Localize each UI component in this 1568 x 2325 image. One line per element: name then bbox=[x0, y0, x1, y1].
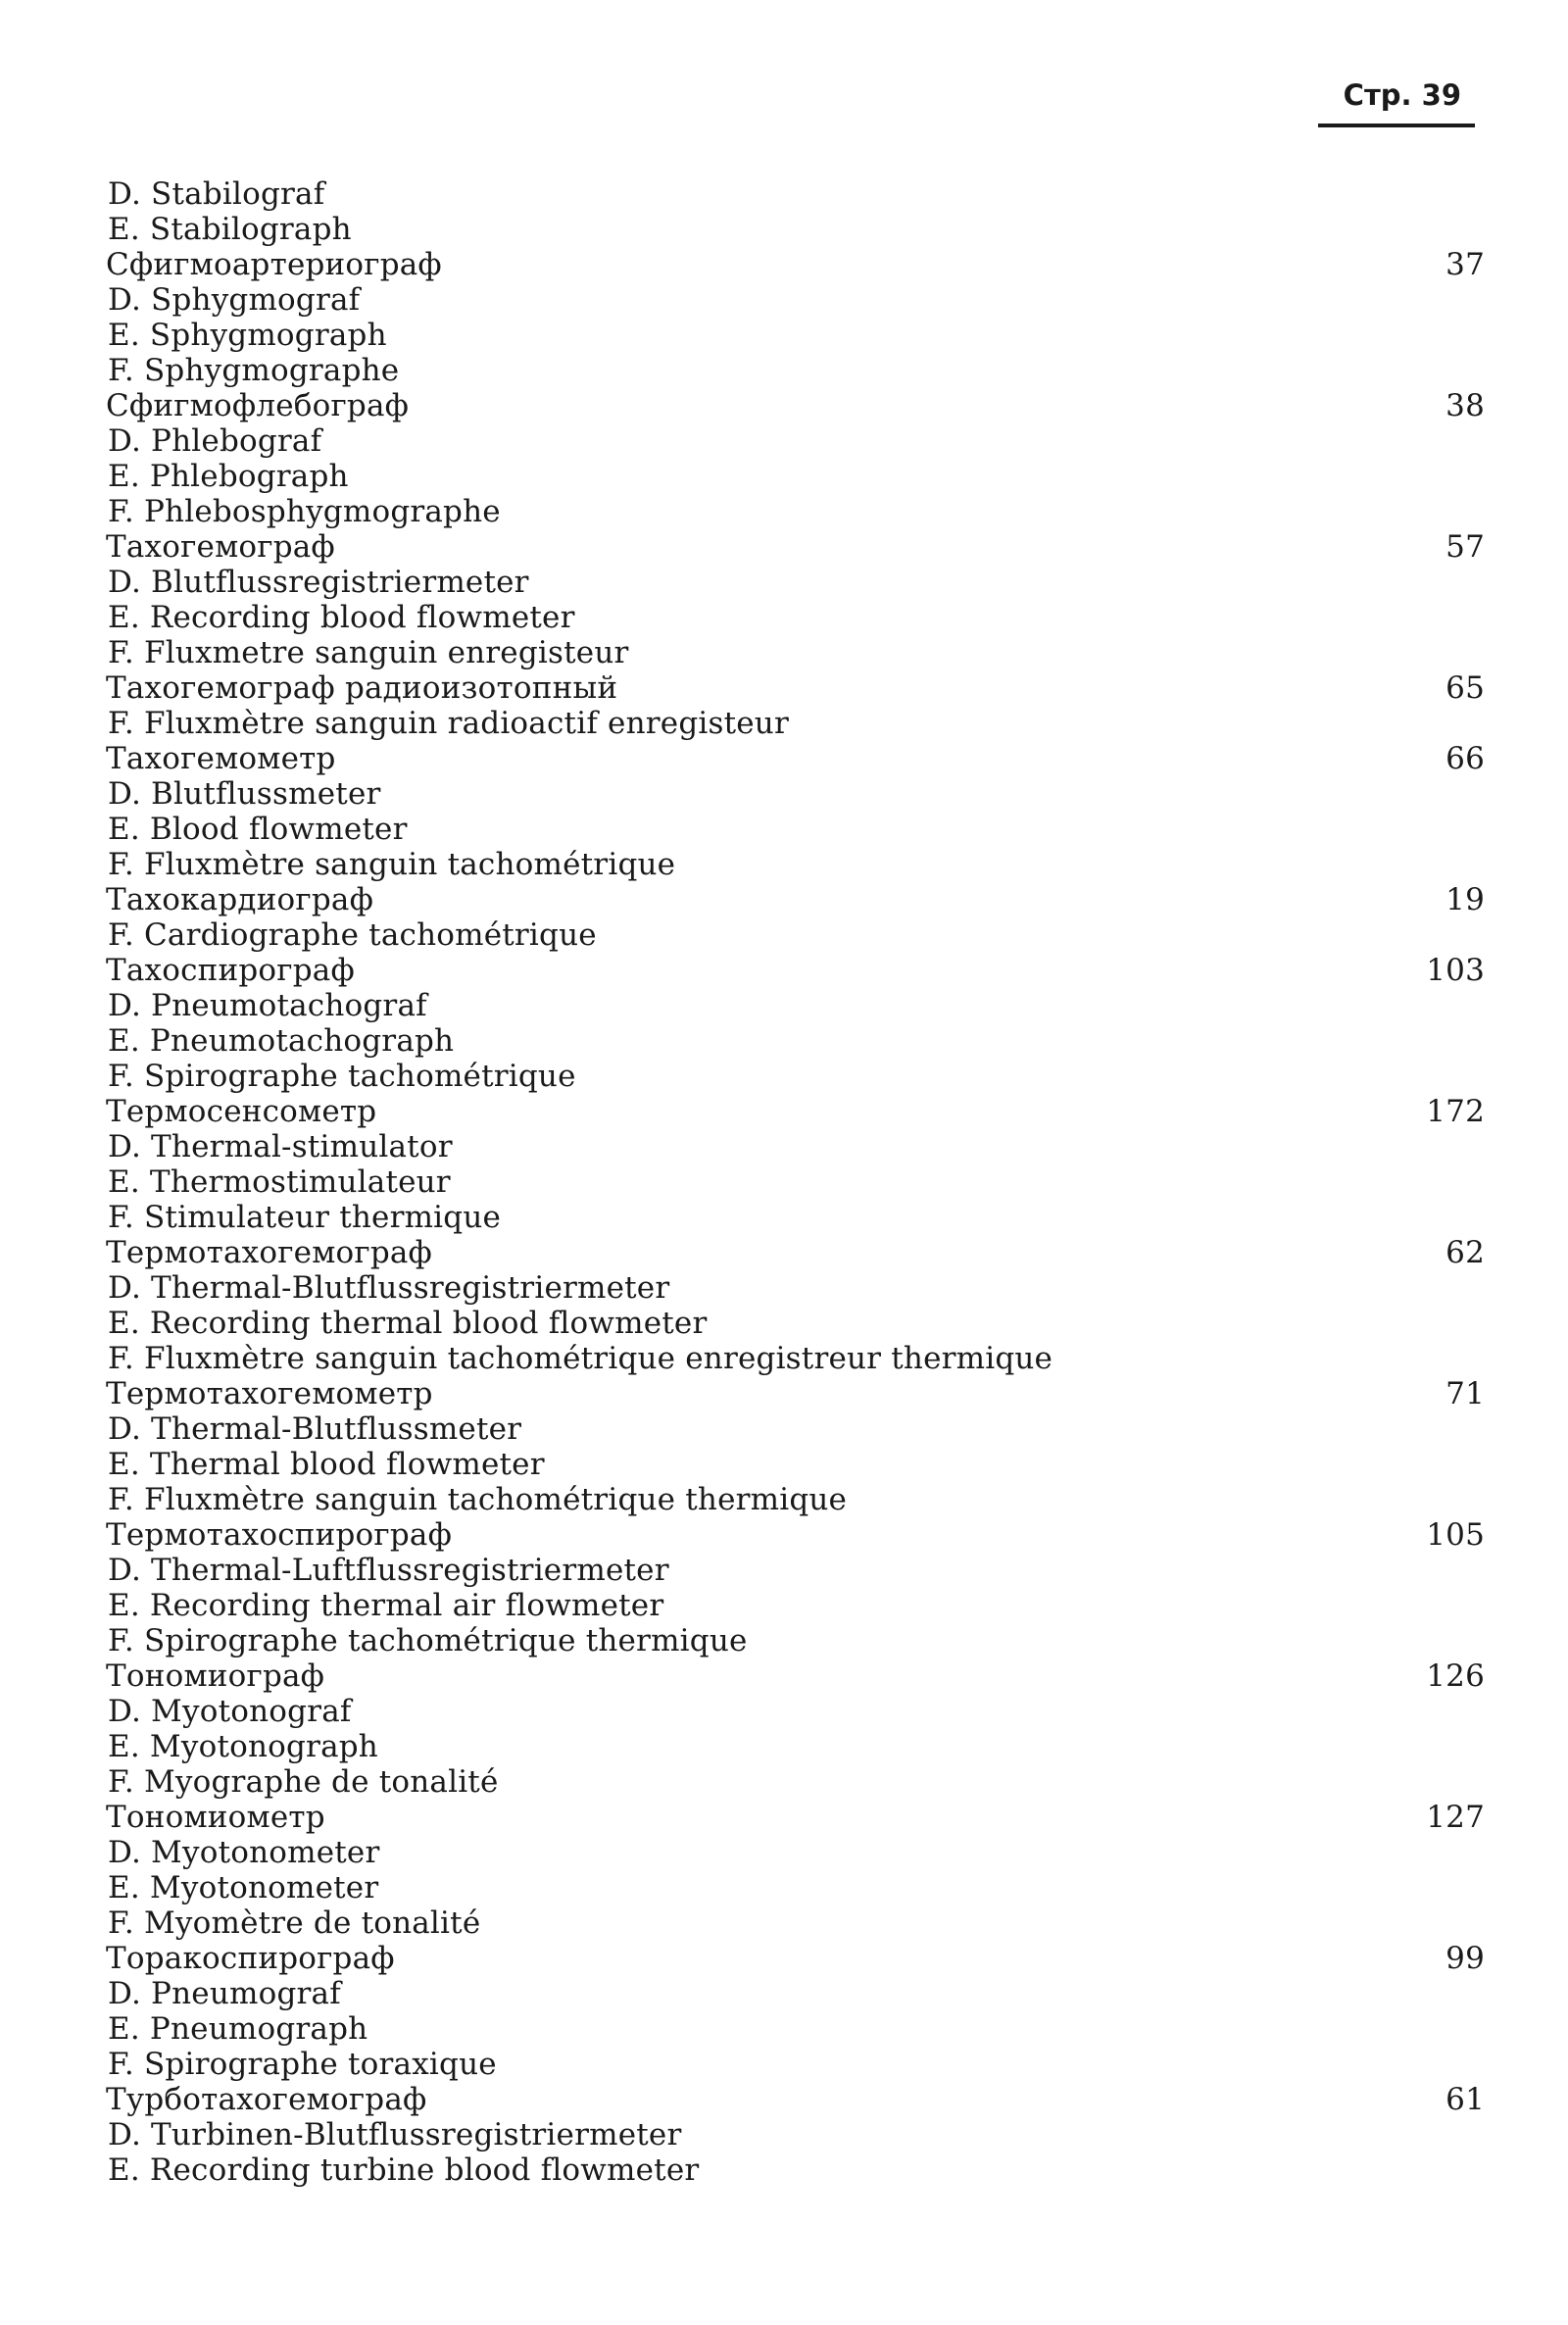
translation-line bbox=[108, 988, 1499, 1023]
translation-line bbox=[108, 1905, 1499, 1941]
translation-text: E. Thermostimulateur bbox=[108, 1164, 451, 1200]
index-entry-line bbox=[108, 2082, 1499, 2117]
page-number-label: Стр. 39 bbox=[1343, 78, 1461, 112]
translation-text: D. Stabilograf bbox=[108, 176, 325, 212]
translation-line bbox=[108, 2152, 1499, 2188]
translation-line bbox=[108, 1059, 1499, 1094]
translation-line bbox=[108, 1764, 1499, 1800]
translation-line bbox=[108, 1694, 1499, 1729]
index-entry-line bbox=[108, 529, 1499, 565]
translation-text: D. Blutflussmeter bbox=[108, 776, 381, 812]
entry-term: Термотахогемометр bbox=[106, 1376, 433, 1411]
entry-term: Тахогемограф радиоизотопный bbox=[106, 670, 618, 706]
index-entry-line bbox=[108, 670, 1499, 706]
translation-line bbox=[108, 1164, 1499, 1200]
translation-text: F. Spirographe toraxique bbox=[108, 2047, 497, 2082]
translation-line bbox=[108, 1023, 1499, 1059]
entry-term: Тахогемометр bbox=[106, 741, 336, 776]
translation-line bbox=[108, 353, 1499, 388]
translation-text: D. Thermal-Blutflussregistriermeter bbox=[108, 1270, 670, 1306]
translation-line bbox=[108, 812, 1499, 847]
translation-line bbox=[108, 2117, 1499, 2152]
translation-line bbox=[108, 1200, 1499, 1235]
translation-text: F. Spirographe tachométrique thermique bbox=[108, 1623, 748, 1658]
entry-term: Тахокардиограф bbox=[106, 882, 374, 917]
translation-line bbox=[108, 282, 1499, 318]
translation-text: E. Recording blood flowmeter bbox=[108, 600, 575, 635]
translation-text: F. Fluxmètre sanguin tachométrique thermique bbox=[108, 1482, 848, 1517]
translation-text: E. Sphygmograph bbox=[108, 318, 387, 353]
entry-term: Турботахогемограф bbox=[106, 2082, 427, 2117]
translation-text: D. Thermal-stimulator bbox=[108, 1129, 453, 1164]
entry-page-number: 57 bbox=[1446, 529, 1485, 565]
entry-term: Тахогемограф bbox=[106, 529, 335, 565]
translation-line bbox=[108, 1482, 1499, 1517]
translation-text: F. Myomètre de tonalité bbox=[108, 1905, 481, 1941]
entry-term: Термотахогемограф bbox=[106, 1235, 433, 1270]
translation-text: D. Thermal-Blutflussmeter bbox=[108, 1411, 522, 1447]
entry-term: Термосенсометр bbox=[106, 1094, 377, 1129]
translation-line bbox=[108, 565, 1499, 600]
translation-text: F. Cardiographe tachométrique bbox=[108, 917, 597, 953]
translation-text: E. Pneumotachograph bbox=[108, 1023, 455, 1059]
translation-text: F. Stimulateur thermique bbox=[108, 1200, 502, 1235]
translation-line bbox=[108, 1447, 1499, 1482]
translation-text: D. Pneumograf bbox=[108, 1976, 341, 2011]
entry-page-number: 61 bbox=[1446, 2082, 1485, 2117]
translation-text: E. Recording thermal blood flowmeter bbox=[108, 1306, 708, 1341]
translation-text: F. Phlebosphygmographe bbox=[108, 494, 501, 529]
translation-line bbox=[108, 1588, 1499, 1623]
entry-page-number: 62 bbox=[1446, 1235, 1485, 1270]
translation-line bbox=[108, 1411, 1499, 1447]
translation-line bbox=[108, 2047, 1499, 2082]
entry-term: Сфигмофлебограф bbox=[106, 388, 410, 423]
header-rule bbox=[1318, 124, 1475, 127]
index-entry-line bbox=[108, 247, 1499, 282]
index-entry-line bbox=[108, 1941, 1499, 1976]
entry-term: Тономиограф bbox=[106, 1658, 325, 1694]
translation-line bbox=[108, 1129, 1499, 1164]
entry-page-number: 71 bbox=[1446, 1376, 1485, 1411]
translation-line bbox=[108, 635, 1499, 670]
translation-line bbox=[108, 1341, 1499, 1376]
translation-text: E. Myotonograph bbox=[108, 1729, 378, 1764]
index-entry-line bbox=[108, 1658, 1499, 1694]
translation-line bbox=[108, 459, 1499, 494]
index-entry-line bbox=[108, 1517, 1499, 1553]
index-entry-line bbox=[108, 1376, 1499, 1411]
translation-text: D. Thermal-Luftflussregistriermeter bbox=[108, 1553, 669, 1588]
translation-line bbox=[108, 1729, 1499, 1764]
translation-text: D. Pneumotachograf bbox=[108, 988, 427, 1023]
entry-term: Термотахоспирограф bbox=[106, 1517, 453, 1553]
entry-page-number: 37 bbox=[1446, 247, 1485, 282]
entry-page-number: 105 bbox=[1426, 1517, 1485, 1553]
translation-text: F. Sphygmographe bbox=[108, 353, 400, 388]
entry-page-number: 38 bbox=[1446, 388, 1485, 423]
translation-line bbox=[108, 600, 1499, 635]
translation-text: D. Turbinen-Blutflussregistriermeter bbox=[108, 2117, 682, 2152]
translation-line bbox=[108, 1270, 1499, 1306]
translation-line bbox=[108, 1835, 1499, 1870]
translation-line bbox=[108, 1306, 1499, 1341]
entry-page-number: 66 bbox=[1446, 741, 1485, 776]
translation-text: D. Myotonometer bbox=[108, 1835, 380, 1870]
entry-term: Тахоспирограф bbox=[106, 953, 355, 988]
translation-text: E. Stabilograph bbox=[108, 212, 352, 247]
entry-page-number: 103 bbox=[1426, 953, 1485, 988]
translation-text: E. Recording thermal air flowmeter bbox=[108, 1588, 664, 1623]
translation-text: E. Pneumograph bbox=[108, 2011, 368, 2047]
translation-text: F. Fluxmetre sanguin enregisteur bbox=[108, 635, 629, 670]
page-header bbox=[1318, 69, 1475, 127]
translation-text: D. Blutflussregistriermeter bbox=[108, 565, 529, 600]
entry-page-number: 172 bbox=[1426, 1094, 1485, 1129]
translation-text: F. Myographe de tonalité bbox=[108, 1764, 499, 1800]
translation-text: D. Sphygmograf bbox=[108, 282, 361, 318]
translation-text: F. Spirographe tachométrique bbox=[108, 1059, 576, 1094]
entry-term: Тономиометр bbox=[106, 1800, 325, 1835]
index-entry-line bbox=[108, 388, 1499, 423]
translation-line bbox=[108, 318, 1499, 353]
translation-text: E. Blood flowmeter bbox=[108, 812, 408, 847]
index-entry-line bbox=[108, 882, 1499, 917]
entry-term: Сфигмоартериограф bbox=[106, 247, 442, 282]
translation-line bbox=[108, 2011, 1499, 2047]
translation-line bbox=[108, 917, 1499, 953]
translation-text: D. Myotonograf bbox=[108, 1694, 352, 1729]
translation-line bbox=[108, 1623, 1499, 1658]
translation-line bbox=[108, 423, 1499, 459]
translation-line bbox=[108, 847, 1499, 882]
translation-line bbox=[108, 776, 1499, 812]
entry-page-number: 127 bbox=[1426, 1800, 1485, 1835]
entry-page-number: 99 bbox=[1446, 1941, 1485, 1976]
translation-text: E. Phlebograph bbox=[108, 459, 349, 494]
entry-page-number: 126 bbox=[1426, 1658, 1485, 1694]
index-entry-line bbox=[108, 741, 1499, 776]
translation-text: E. Myotonometer bbox=[108, 1870, 379, 1905]
translation-line bbox=[108, 212, 1499, 247]
translation-text: E. Recording turbine blood flowmeter bbox=[108, 2152, 700, 2188]
term-index-list bbox=[108, 176, 1499, 2188]
index-entry-line bbox=[108, 953, 1499, 988]
translation-text: D. Phlebograf bbox=[108, 423, 322, 459]
index-entry-line bbox=[108, 1094, 1499, 1129]
translation-line bbox=[108, 706, 1499, 741]
entry-term: Торакоспирограф bbox=[106, 1941, 395, 1976]
index-entry-line bbox=[108, 1800, 1499, 1835]
translation-text: F. Fluxmètre sanguin tachométrique bbox=[108, 847, 676, 882]
entry-page-number: 65 bbox=[1446, 670, 1485, 706]
translation-line bbox=[108, 1870, 1499, 1905]
translation-text: E. Thermal blood flowmeter bbox=[108, 1447, 545, 1482]
translation-line bbox=[108, 176, 1499, 212]
translation-text: F. Fluxmètre sanguin radioactif enregisteur bbox=[108, 706, 789, 741]
translation-line bbox=[108, 1553, 1499, 1588]
translation-line bbox=[108, 1976, 1499, 2011]
index-entry-line bbox=[108, 1235, 1499, 1270]
translation-text: F. Fluxmètre sanguin tachométrique enregistreur thermique bbox=[108, 1341, 1054, 1376]
translation-line bbox=[108, 494, 1499, 529]
entry-page-number: 19 bbox=[1446, 882, 1485, 917]
